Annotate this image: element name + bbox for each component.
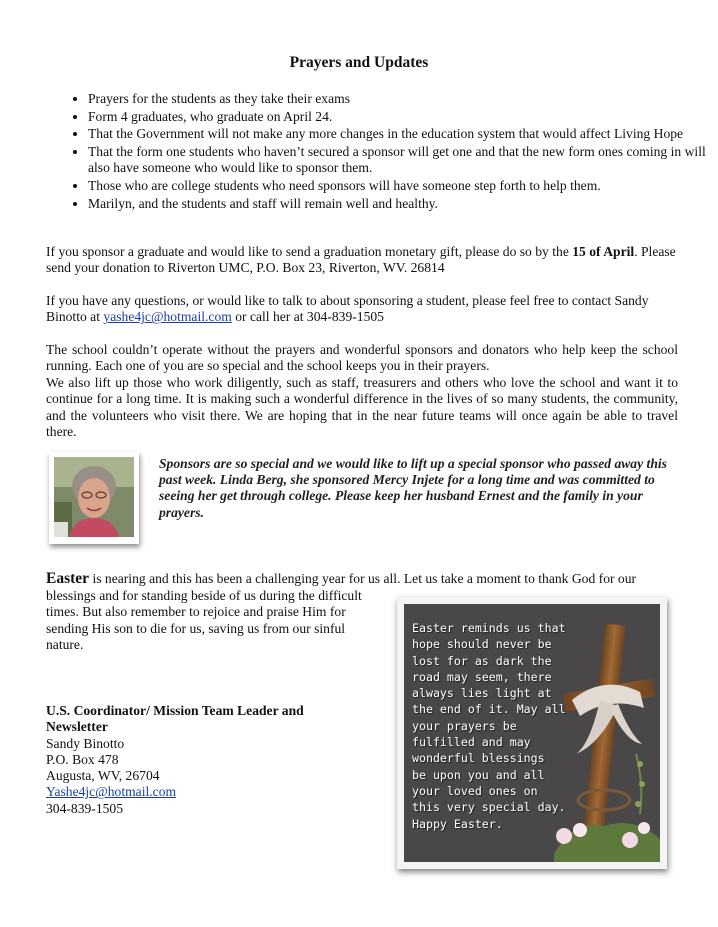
contact-paragraph: [46, 293, 678, 326]
easter-lead: Easter: [46, 570, 90, 587]
easter-card: [397, 597, 667, 869]
easter-card-message: Easter reminds us that hope should never be lost for as dark the road may seem, there always lies light at the end of it. May all your prayers be fulfilled and may wonderful blessings be upon you and all your loved ones on this very special day. Happy Easter.: [412, 621, 566, 831]
coordinator-city: Augusta, WV, 26704: [46, 768, 160, 784]
easter-paragraph: blessings and for standing beside of us during the difficult times. But also remember to rejoice and praise Him for sending His son to die for us, saving us from our sinful nature.: [46, 588, 362, 653]
portrait-image: [49, 452, 139, 544]
coordinator-po-box: P.O. Box 478: [46, 751, 119, 767]
email-link[interactable]: yashe4jc@hotmail.com: [103, 309, 232, 325]
staff-text: We also lift up those who work diligently, such as staff, treasurers and others who love the school and want it to continue for a long time. It is making such a wonderful difference in the lives of so many students, the community, and the volunteers who visit there. We are hoping that in the near future teams will once again be able to travel there.: [46, 374, 678, 440]
memorial-text: Sponsors are so special and we would like to lift up a special sponsor who passed away this past week. Linda Berg, she sponsored Mercy Injete for a long time and was committed to seeing her get through college. Please keep her husband Ernest and the family in your prayers.: [159, 456, 667, 520]
contact-block: [46, 703, 346, 817]
prayer-list: [46, 91, 718, 213]
contact-text: If you have any questions, or would like to talk to about sponsoring a student, please feel free to contact Sandy Binotto at: [46, 293, 649, 325]
list-item: • Those who are college students who need sponsors will have someone step forth to help them.: [88, 178, 718, 195]
list-item: • Marilyn, and the students and staff will remain well and healthy.: [88, 196, 718, 213]
list-item: • Form 4 graduates, who graduate on April 24.: [88, 109, 718, 126]
contact-phone-text: or call her at 304-839-1505: [231, 309, 384, 325]
coordinator-email-link[interactable]: Yashe4jc@hotmail.com: [46, 784, 177, 800]
coordinator-title: U.S. Coordinator/ Mission Team Leader and Newsletter: [46, 703, 304, 735]
graduation-paragraph: [46, 244, 678, 277]
easter-text: is nearing and this has been a challenging year for us all. Let us take a moment to thank God for our: [89, 571, 637, 586]
memorial-photo: [49, 452, 139, 544]
graduation-address: . Please send your donation to Riverton UMC, P.O. Box 23, Riverton, WV. 26814: [46, 244, 676, 276]
list-item: • That the form one students who haven’t secured a sponsor will get one and that the new form ones coming in will also have someone who would like to sponsor them.: [88, 144, 718, 177]
graduation-text: If you sponsor a graduate and would like to send a graduation monetary gift, please do so by the: [46, 244, 573, 259]
coordinator-phone: 304-839-1505: [46, 800, 124, 816]
graduation-deadline: 15 of April: [572, 244, 635, 259]
list-item: • Prayers for the students as they take their exams: [88, 91, 718, 108]
sponsors-paragraph: [46, 342, 678, 440]
easter-line: [46, 571, 686, 587]
page-title: Prayers and Updates: [289, 54, 429, 71]
sponsors-text: The school couldn’t operate without the prayers and wonderful sponsors and donators who help keep the school running. Each one of you are so special and the school keeps you in their prayers.: [46, 342, 678, 374]
coordinator-name: Sandy Binotto: [46, 735, 125, 751]
list-item: • That the Government will not make any more changes in the education system that would affect Living Hope: [88, 126, 718, 143]
